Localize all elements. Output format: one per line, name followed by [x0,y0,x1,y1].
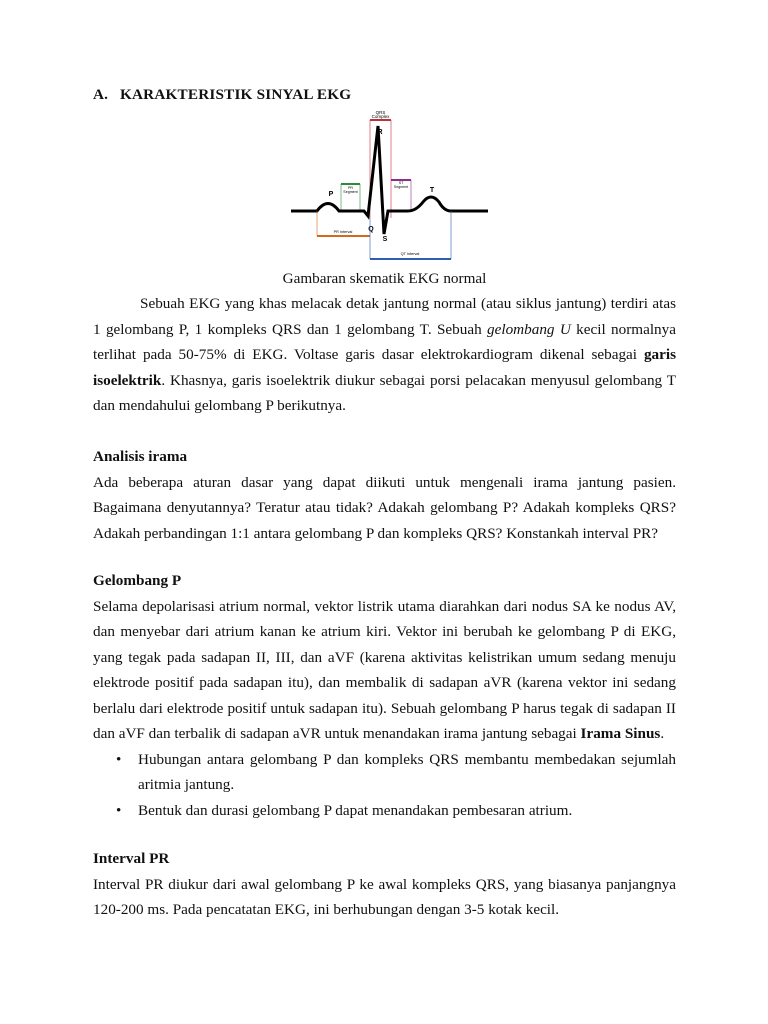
intro-bold: garis isoelektrik [93,346,676,389]
section-analisis-irama [93,444,676,546]
pr-segment-label-2: Segment [343,190,358,194]
intro-text-1: Sebuah EKG yang khas melacak detak jantung normal (atau siklus jantung) terdiri atas 1 gelombang P, 1 kompleks QRS dan 1 gelombang T. Sebuah [93,295,676,338]
ekg-trace [291,126,488,234]
irama-sinus-bold: Irama Sinus [580,725,661,742]
bullet-text: Bentuk dan durasi gelombang P dapat menandakan pembesaran atrium. [138,801,573,819]
bullet-text: Hubungan antara gelombang P dan kompleks QRS membantu membedakan sejumlah aritmia jantung. [138,750,676,793]
gelombang-p-tail: . [660,725,665,742]
bullet-dot: • [116,801,122,819]
pr-interval-label: PR Interval [333,230,353,234]
gelombang-p-bullets [93,747,676,824]
gelombang-p-text: Selama depolarisasi atrium normal, vektor listrik utama diarahkan dari nodus SA ke nodus AV, dan menyebar dari atrium kanan ke atrium kiri. Vektor ini berubah ke gelombang P di EKG, yang tegak pada sadapan II, III, dan aVF (karena aktivitas kelistrikan umum sedang menuju elektrode positif pada sadapan itu), dan membalik di sadapan aVR (karena vektor ini sedang berlalu dari elektrode positif untuk sadapan itu). Sebuah gelombang P harus tegak di sadapan II dan aVF dan terbalik di sadapan aVR untuk menandakan irama jantung sebagai [93,597,676,742]
intro-text-3: . Khasnya, garis isoelektrik diukur sebagai porsi pelacakan menyusul gelombang T dan mendahului gelombang P berikutnya. [93,371,676,414]
gelombang-p-heading: Gelombang P [93,572,182,589]
st-segment-label-1: ST [398,181,404,185]
section-gelombang-p [93,568,676,823]
ekg-diagram-svg [291,110,491,262]
analisis-heading: Analisis irama [93,448,188,465]
pr-segment-label-1: PR [348,186,353,190]
qrs-complex-label-1: QRS [375,110,386,115]
interval-pr-heading: Interval PR [93,850,170,867]
qt-interval-label: QT Interval [400,252,420,256]
p-wave-label: P [328,191,334,198]
intro-italic: gelombang U [487,320,571,338]
gelombang-p-paragraph [93,594,676,747]
t-wave-label: T [429,187,435,194]
section-heading [93,86,351,104]
ekg-diagram [291,110,491,262]
bullet-item [93,747,676,798]
bullet-dot: • [116,750,122,768]
section-number: A. [93,86,109,103]
s-wave-label: S [382,236,388,243]
analisis-paragraph: Ada beberapa aturan dasar yang dapat diikuti untuk mengenali irama jantung pasien. Bagaimana denyutannya? Teratur atau tidak? Adakah gelombang P? Adakah kompleks QRS? Adakah perbandingan 1:1 antara gelombang P dan kompleks QRS? Konstankah interval PR? [93,473,676,542]
section-title: KARAKTERISTIK SINYAL EKG [120,86,352,103]
qrs-complex-label-2: Complex [371,114,390,119]
figure-caption: Gambaran skematik EKG normal [282,270,487,287]
r-wave-label: R [377,129,383,136]
q-wave-label: Q [368,226,374,233]
section-interval-pr [93,846,676,923]
bullet-item [93,798,676,824]
intro-paragraph [93,291,676,419]
interval-pr-paragraph: Interval PR diukur dari awal gelombang P ke awal kompleks QRS, yang biasanya panjangnya 120-200 ms. Pada pencatatan EKG, ini berhubungan dengan 3-5 kotak kecil. [93,875,676,918]
st-segment-label-2: Segment [393,185,409,189]
intro-text-2: kecil normalnya terlihat pada 50-75% di EKG. Voltase garis dasar elektrokardiogram dikenal sebagai [93,320,676,363]
